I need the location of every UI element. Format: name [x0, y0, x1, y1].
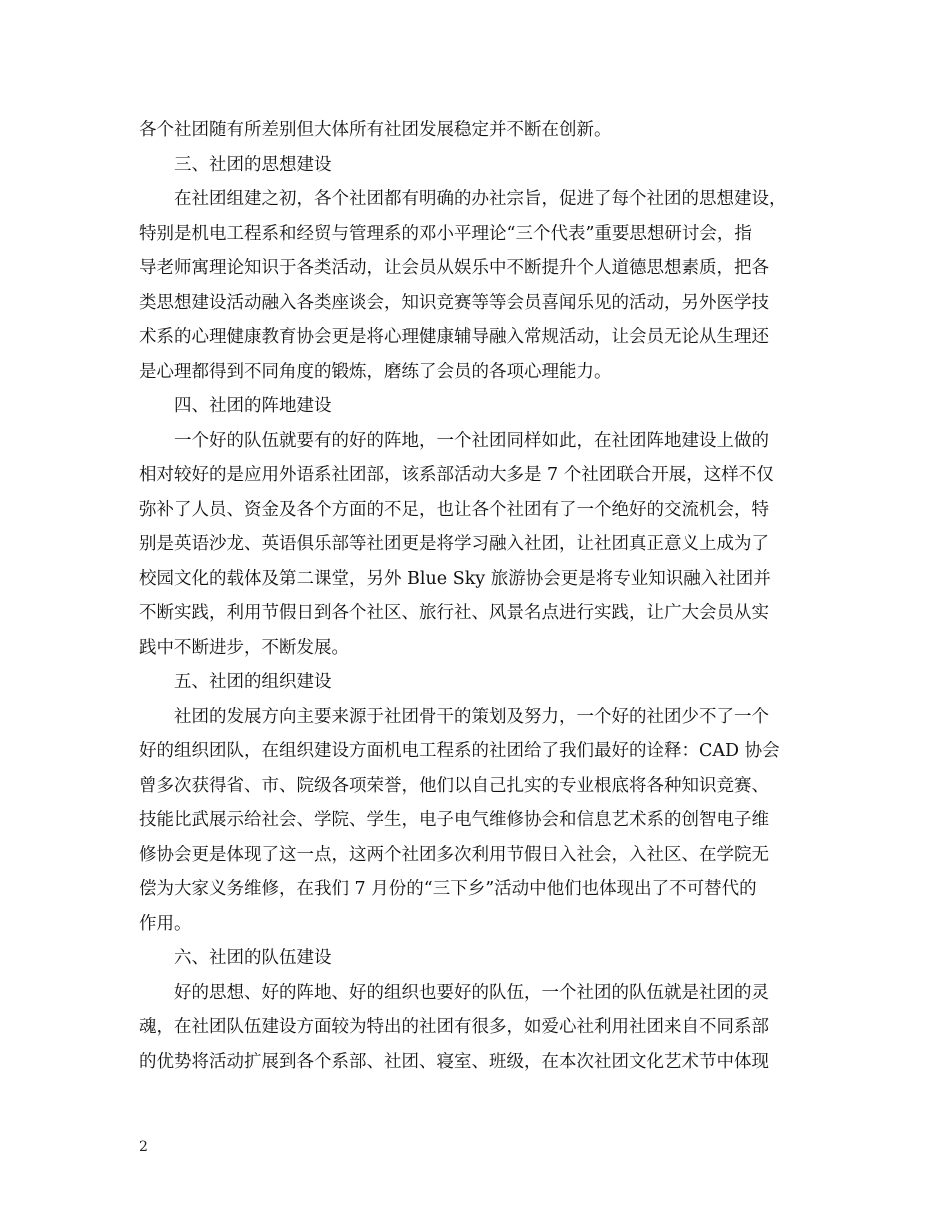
paragraph-line: 弥补了人员、资金及各个方面的不足，也让各个社团有了一个绝好的交流机会，特 — [139, 499, 769, 520]
paragraph-line: 不断实践，利用节假日到各个社区、旅行社、风景名点进行实践，让广大会员从实 — [139, 603, 769, 623]
paragraph-line: 社团的发展方向主要来源于社团骨干的策划及努力，一个好的社团少不了一个 — [174, 706, 769, 727]
section-heading: 三、社团的思想建设 — [174, 154, 332, 175]
paragraph-line: 特别是机电工程系和经贸与管理系的邓小平理论“三个代表”重要思想研讨会，指 — [139, 223, 752, 244]
paragraph-line: 偿为大家义务维修，在我们 7 月份的“三下乡”活动中他们也体现出了不可替代的 — [139, 879, 757, 899]
paragraph-line: 作用。 — [139, 913, 192, 934]
paragraph-line: 各个社团随有所差别但大体所有社团发展稳定并不断在创新。 — [139, 120, 612, 140]
paragraph-line: 一个好的队伍就要有的好的阵地，一个社团同样如此，在社团阵地建设上做的 — [174, 430, 769, 451]
section-heading: 六、社团的队伍建设 — [174, 948, 332, 968]
paragraph-line: 好的思想、好的阵地、好的组织也要好的队伍，一个社团的队伍就是社团的灵 — [174, 982, 769, 1003]
paragraph-line: 好的组织团队，在组织建设方面机电工程系的社团给了我们最好的诠释：CAD 协会 — [139, 741, 780, 761]
paragraph-line: 术系的心理健康教育协会更是将心理健康辅导融入常规活动，让会员无论从生理还 — [139, 327, 769, 347]
paragraph-line: 相对较好的是应用外语系社团部，该系部活动大多是 7 个社团联合开展，这样不仅 — [139, 465, 774, 485]
paragraph-line: 魂，在社团队伍建设方面较为特出的社团有很多，如爱心社利用社团来自不同系部 — [139, 1017, 769, 1037]
paragraph-line: 校园文化的载体及第二课堂，另外 Blue Sky 旅游协会更是将专业知识融入社团并 — [139, 568, 771, 589]
paragraph-line: 技能比武展示给社会、学院、学生，电子电气维修协会和信息艺术系的创智电子维 — [139, 810, 769, 830]
paragraph-line: 是心理都得到不同角度的锻炼，磨练了会员的各项心理能力。 — [139, 361, 612, 382]
section-heading: 四、社团的阵地建设 — [174, 396, 332, 416]
paragraph-line: 曾多次获得省、市、院级各项荣誉，他们以自己扎实的专业根底将各种知识竞赛、 — [139, 775, 769, 796]
paragraph-line: 修协会更是体现了这一点，这两个社团多次利用节假日入社会，入社区、在学院无 — [139, 844, 769, 865]
paragraph-line: 别是英语沙龙、英语俱乐部等社团更是将学习融入社团，让社团真正意义上成为了 — [139, 534, 769, 554]
page-number: 2 — [139, 1139, 148, 1155]
paragraph-line: 导老师寓理论知识于各类活动，让会员从娱乐中不断提升个人道德思想素质，把各 — [139, 258, 769, 278]
paragraph-line: 的优势将活动扩展到各个系部、社团、寝室、班级，在本次社团文化艺术节中体现 — [139, 1051, 769, 1072]
paragraph-line: 在社团组建之初，各个社团都有明确的办社宗旨，促进了每个社团的思想建设， — [174, 189, 787, 209]
body-text — [139, 113, 815, 1079]
section-heading: 五、社团的组织建设 — [174, 672, 332, 692]
paragraph-line: 类思想建设活动融入各类座谈会，知识竞赛等等会员喜闻乐见的活动，另外医学技 — [139, 292, 769, 313]
paragraph-line: 践中不断进步，不断发展。 — [139, 637, 349, 658]
